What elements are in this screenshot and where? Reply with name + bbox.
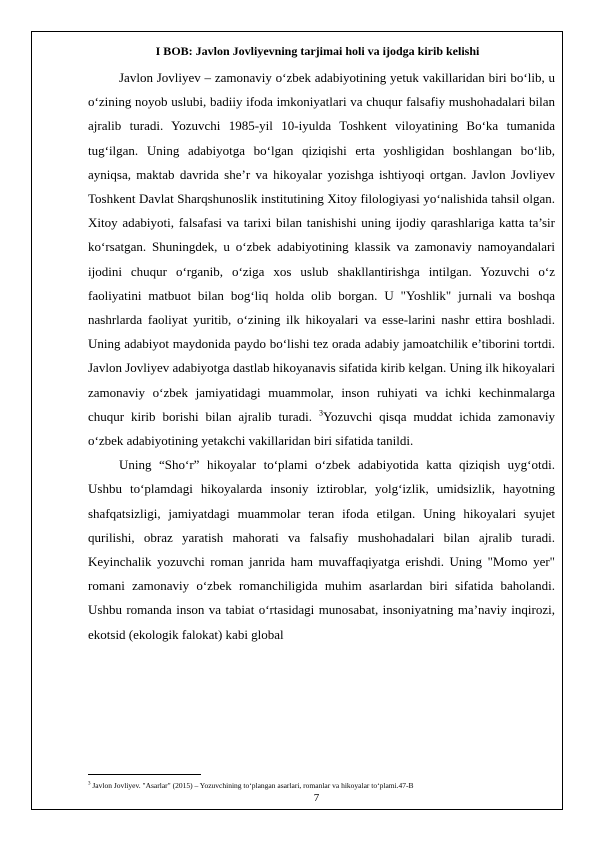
- body-text: [88, 66, 555, 647]
- paragraph-1-continuation: Yozuvchi qisqa muddat ichida zamonaviy o‘zbek adabiyotining yetakchi vakillaridan biri sifatida tanildi.: [88, 408, 555, 449]
- footnote: [88, 781, 555, 790]
- paragraph-1: [88, 66, 555, 453]
- page-number: 7: [313, 792, 320, 804]
- footnote-number: 3: [88, 781, 91, 787]
- paragraph-1-text: Javlon Jovliyev – zamonaviy o‘zbek adabiyotining yetuk vakillaridan biri bo‘lib, u o‘zining noyob uslubi, badiiy ifoda imkoniyatlari va chuqur falsafiy mushohadalari bilan ajralib turadi. Yozuvchi 1985-yil 10-iyulda Toshkent viloyatining Bo‘ka tumanida tug‘ilgan. Uning adabiyotga bo‘lgan qiziqishi erta yoshligidan boshlangan bo‘lib, ayniqsa, maktab davrida she’r va hikoyalar yozishga ishtiyoqi ortgan. Javlon Jovliyev Toshkent Davlat Sharqshunoslik institutining Xitoy filologiyasi yo‘nalishida tahsil olgan. Xitoy adabiyoti, falsafasi va tarixi bilan tanishishi uning ijodiy qarashlariga katta ta’sir ko‘rsatgan. Shuningdek, u o‘zbek adabiyotining klassik va zamonaviy namoyandalari ijodini chuqur o‘rganib, o‘ziga xos uslub shakllantirishga intilgan. Yozuvchi o‘z faoliyatini matbuot bilan bog‘liq holda olib borgan. U "Yoshlik" jurnali va boshqa nashrlarda faoliyat yuritib, o‘zining ilk hikoyalari va esse-larini nashr ettira boshladi. Uning adabiyot maydonida paydo bo‘lishi tez orada adabiy jamoatchilik e’tiborini tortdi. Javlon Jovliyev adabiyotga dastlab hikoyanavis sifatida kirib kelgan. Uning ilk hikoyalari zamonaviy o‘zbek jamiyatidagi muammolar, inson ruhiyati va ichki kechinmalarga chuqur kirib borishi bilan ajralib turadi.: [88, 70, 555, 424]
- chapter-heading: I BOB: Javlon Jovliyevning tarjimai holi va ijodga kirib kelishi: [155, 44, 480, 58]
- footnote-separator: [88, 774, 201, 775]
- footnote-text: Javlon Jovliyev. "Asarlar" (2015) – Yozuvchining to‘plangan asarlari, romanlar va hikoyalar to‘plami.47-B: [92, 781, 414, 790]
- paragraph-2: Uning “Sho‘r” hikoyalar to‘plami o‘zbek adabiyotida katta qiziqish uyg‘otdi. Ushbu to‘plamdagi hikoyalarda insoniy iztiroblar, yolg‘izlik, umidsizlik, hayotning shafqatsizligi, jamiyatdagi muammolar teran ifoda etilgan. Uning hikoyalari syujet qurilishi, obraz yaratish mahorati va falsafiy mushohadalari bilan ajralib turadi. Keyinchalik yozuvchi roman janrida ham muvaffaqiyatga erishdi. Uning "Momo yer" romani zamonaviy o‘zbek romanchiligida muhim asarlardan biri sifatida baholandi. Ushbu romanda inson va tabiat o‘rtasidagi munosabat, insoniyatning ma’naviy inqirozi, ekotsid (ekologik falokat) kabi global: [88, 457, 555, 642]
- footnote-reference[interactable]: 3: [318, 408, 323, 418]
